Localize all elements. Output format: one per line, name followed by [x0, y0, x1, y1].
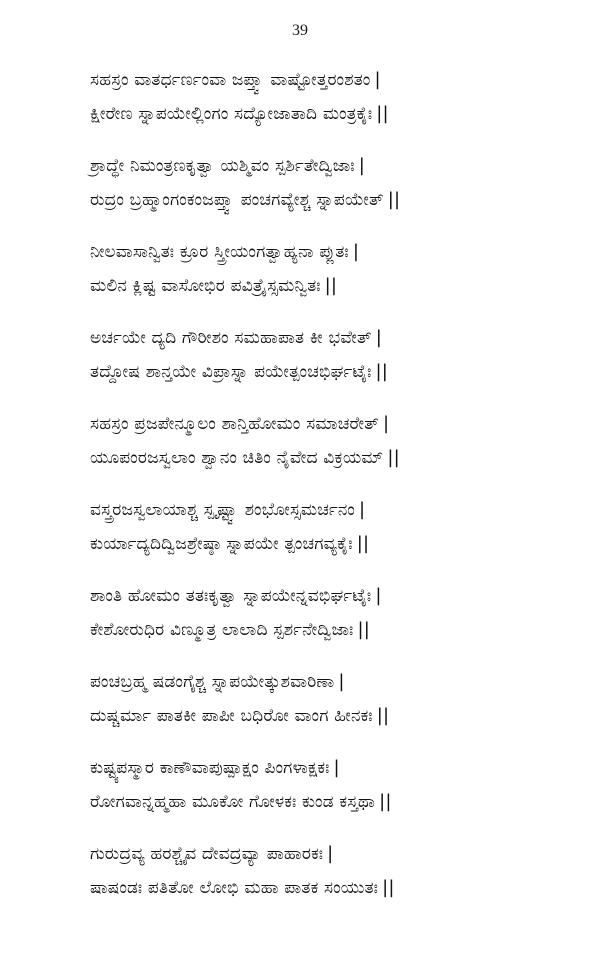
verse-text: ಷಾಷಂಡಃ ಪತಿತೋ ಲೋಭಿ ಮಹಾ ಪಾತಕ ಸಂಯುತಃ: [90, 877, 379, 898]
verse-text: ಅರ್ಚಯೇ ದ್ಯದಿ ಗೌರೀಶಂ ಸಮಹಾಪಾತ ಕೀ ಭವೇತ್: [90, 327, 372, 348]
verse-text: ಕೇಶೋರುಧಿರ ವಿಣ್ಮೂತ್ರ ಲಾಲಾದಿ ಸ್ಪರ್ಶನೇದ್ವಿಜಾಃ: [90, 619, 354, 640]
single-danda: |: [327, 842, 334, 864]
verse-text: ಗುರುದ್ರವ್ಯ ಹರಶ್ಚೈವ ದೇವದ್ರವ್ಯಾ ಪಾಹಾರಕಃ: [90, 843, 324, 864]
verse-text: ಶ್ರಾದ್ಧೇ ನಿಮಂತ್ರಣಕೃತ್ವಾ ಯಶ್ಮಿವಂ ಸ್ಪರ್ಶಿತೇದ್ವಿಜಾಃ: [90, 155, 355, 176]
verse-text: ಕ್ಷೀರೇಣ ಸ್ನಾಪಯೇಲ್ಲಿಂಗಂ ಸದ್ಯೋಜಾತಾದಿ ಮಂತ್ರಕೈಃ: [90, 103, 373, 124]
verse-line: [90, 320, 530, 354]
verse-line: [90, 526, 530, 560]
verse-line: [90, 62, 530, 96]
double-danda: ||: [375, 360, 389, 382]
verse-line: [90, 406, 530, 440]
double-danda: ||: [356, 532, 370, 554]
double-danda: ||: [382, 876, 395, 898]
single-danda: |: [374, 68, 381, 90]
verse-line: [90, 96, 530, 130]
page-number: 39: [292, 22, 308, 39]
single-danda: |: [358, 154, 365, 176]
verse-text: ಕುಷ್ಟ್ಯಪಸ್ಮಾರ ಕಾಣೌವಾಪುಷ್ಪಾಕ್ಷಂ ಪಿಂಗಳಾಕ್ಷಕಃ: [90, 757, 330, 778]
double-danda: ||: [357, 618, 370, 640]
verse-list: [90, 62, 530, 922]
verse-text: ಯೂಪಂರಜಸ್ವಲಾಂ ಶ್ವಾನಂ ಚಿತಿಂ ನೈವೇದ ವಿಕ್ರಯಮ್: [90, 447, 384, 468]
verse-text: ತದ್ದೋಷ ಶಾನ್ತಯೇ ವಿಪ್ರಾಸ್ನಾ ಪಯೇತ್ಪಂಚಭಿರ್ಘಟೈಃ: [90, 361, 372, 382]
verse-text: ವಸ್ತ್ರರಜಸ್ವಲಾಯಾಶ್ಚ ಸ್ಪೃಷ್ಟ್ವಾ ಶಂಭೋಸ್ಸಮರ್ಚನಂ: [90, 499, 356, 520]
verse-9: [90, 750, 530, 836]
single-danda: |: [383, 412, 390, 434]
verse-2: [90, 148, 530, 234]
verse-line: [90, 836, 530, 870]
double-danda: ||: [387, 188, 401, 210]
verse-text: ಮಲಿನ ಕ್ಲಿಷ್ಟ ವಾಸೋಭಿರ ಪವಿತ್ರೈಸ್ಸಮನ್ವಿತಃ: [90, 275, 321, 296]
verse-10: [90, 836, 530, 922]
single-danda: |: [375, 326, 382, 348]
verse-line: [90, 492, 530, 526]
verse-6: [90, 492, 530, 578]
double-danda: ||: [387, 446, 400, 468]
verse-line: [90, 268, 530, 302]
verse-line: [90, 234, 530, 268]
verse-line: [90, 578, 530, 612]
verse-8: [90, 664, 530, 750]
double-danda: ||: [376, 102, 389, 124]
single-danda: |: [333, 756, 340, 778]
verse-text: ಶಾಂತಿ ಹೋಮಂ ತತಃಕೃತ್ವಾ ಸ್ನಾಪಯೇನ್ನವಭಿರ್ಘಟೈಃ: [90, 585, 372, 606]
verse-line: [90, 784, 530, 818]
verse-1: [90, 62, 530, 148]
double-danda: ||: [324, 274, 338, 296]
verse-line: [90, 870, 530, 904]
verse-line: [90, 148, 530, 182]
verse-line: [90, 750, 530, 784]
verse-7: [90, 578, 530, 664]
verse-text: ರುದ್ರಂ ಬ್ರಹ್ಮಾಂಗಂಕಂಜಪ್ತ್ವಾ ಪಂಚಗವ್ಯೇಶ್ಚ ಸ್ನಾಪಯೇತ್: [90, 189, 384, 210]
verse-text: ಕುರ್ಯಾದ್ಯದಿದ್ವಿಜಶ್ರೇಷ್ಠಾ ಸ್ನಾಪಯೇ ತ್ಪಂಚಗವ್ಯಕೈಃ: [90, 533, 353, 554]
verse-line: [90, 354, 530, 388]
verse-text: ಸಹಸ್ರಂ ಪ್ರಜಪೇನ್ಮೂಲಂ ಶಾನ್ತಿಹೋಮಂ ಸಮಾಚರೇತ್: [90, 413, 379, 434]
verse-line: [90, 664, 530, 698]
double-danda: ||: [376, 704, 390, 726]
verse-3: [90, 234, 530, 320]
verse-line: [90, 698, 530, 732]
single-danda: |: [352, 240, 360, 262]
verse-text: ದುಷ್ಚರ್ಮಾ ಪಾತಕೀ ಪಾಪೀ ಬಧಿರೋ ವಾಂಗ ಹೀನಕಃ: [90, 705, 373, 726]
verse-line: [90, 440, 530, 474]
verse-text: ಪಂಚಬ್ರಹ್ಮ ಷಡಂಗೈಶ್ಚ ಸ್ನಾಪಯೇತ್ಕುಶವಾರಿಣಾ: [90, 671, 335, 692]
verse-text: ನೀಲವಾಸಾನ್ವಿತಃ ಕ್ರೂರ ಸ್ತ್ರೀಯಂಗತ್ವಾಹ್ಯನಾ ಪ್ಲುತಃ: [90, 241, 349, 262]
verse-line: [90, 612, 530, 646]
verse-4: [90, 320, 530, 406]
verse-text: ರೋಗವಾನ್ನಹ್ಮಹಾ ಮೂಕೋ ಗೋಳಕಃ ಕುಂಡ ಕಸ್ತಥಾ: [90, 791, 376, 812]
single-danda: |: [375, 584, 382, 606]
verse-line: [90, 182, 530, 216]
verse-text: ಸಹಸ್ರಂ ವಾತರ್ಧರ್ಣಂವಾ ಜಪ್ತ್ವಾ ವಾಷ್ಟೋತ್ತರಂಶತಂ: [90, 69, 371, 90]
single-danda: |: [359, 498, 366, 520]
single-danda: |: [338, 670, 345, 692]
double-danda: ||: [379, 790, 392, 812]
verse-5: [90, 406, 530, 492]
